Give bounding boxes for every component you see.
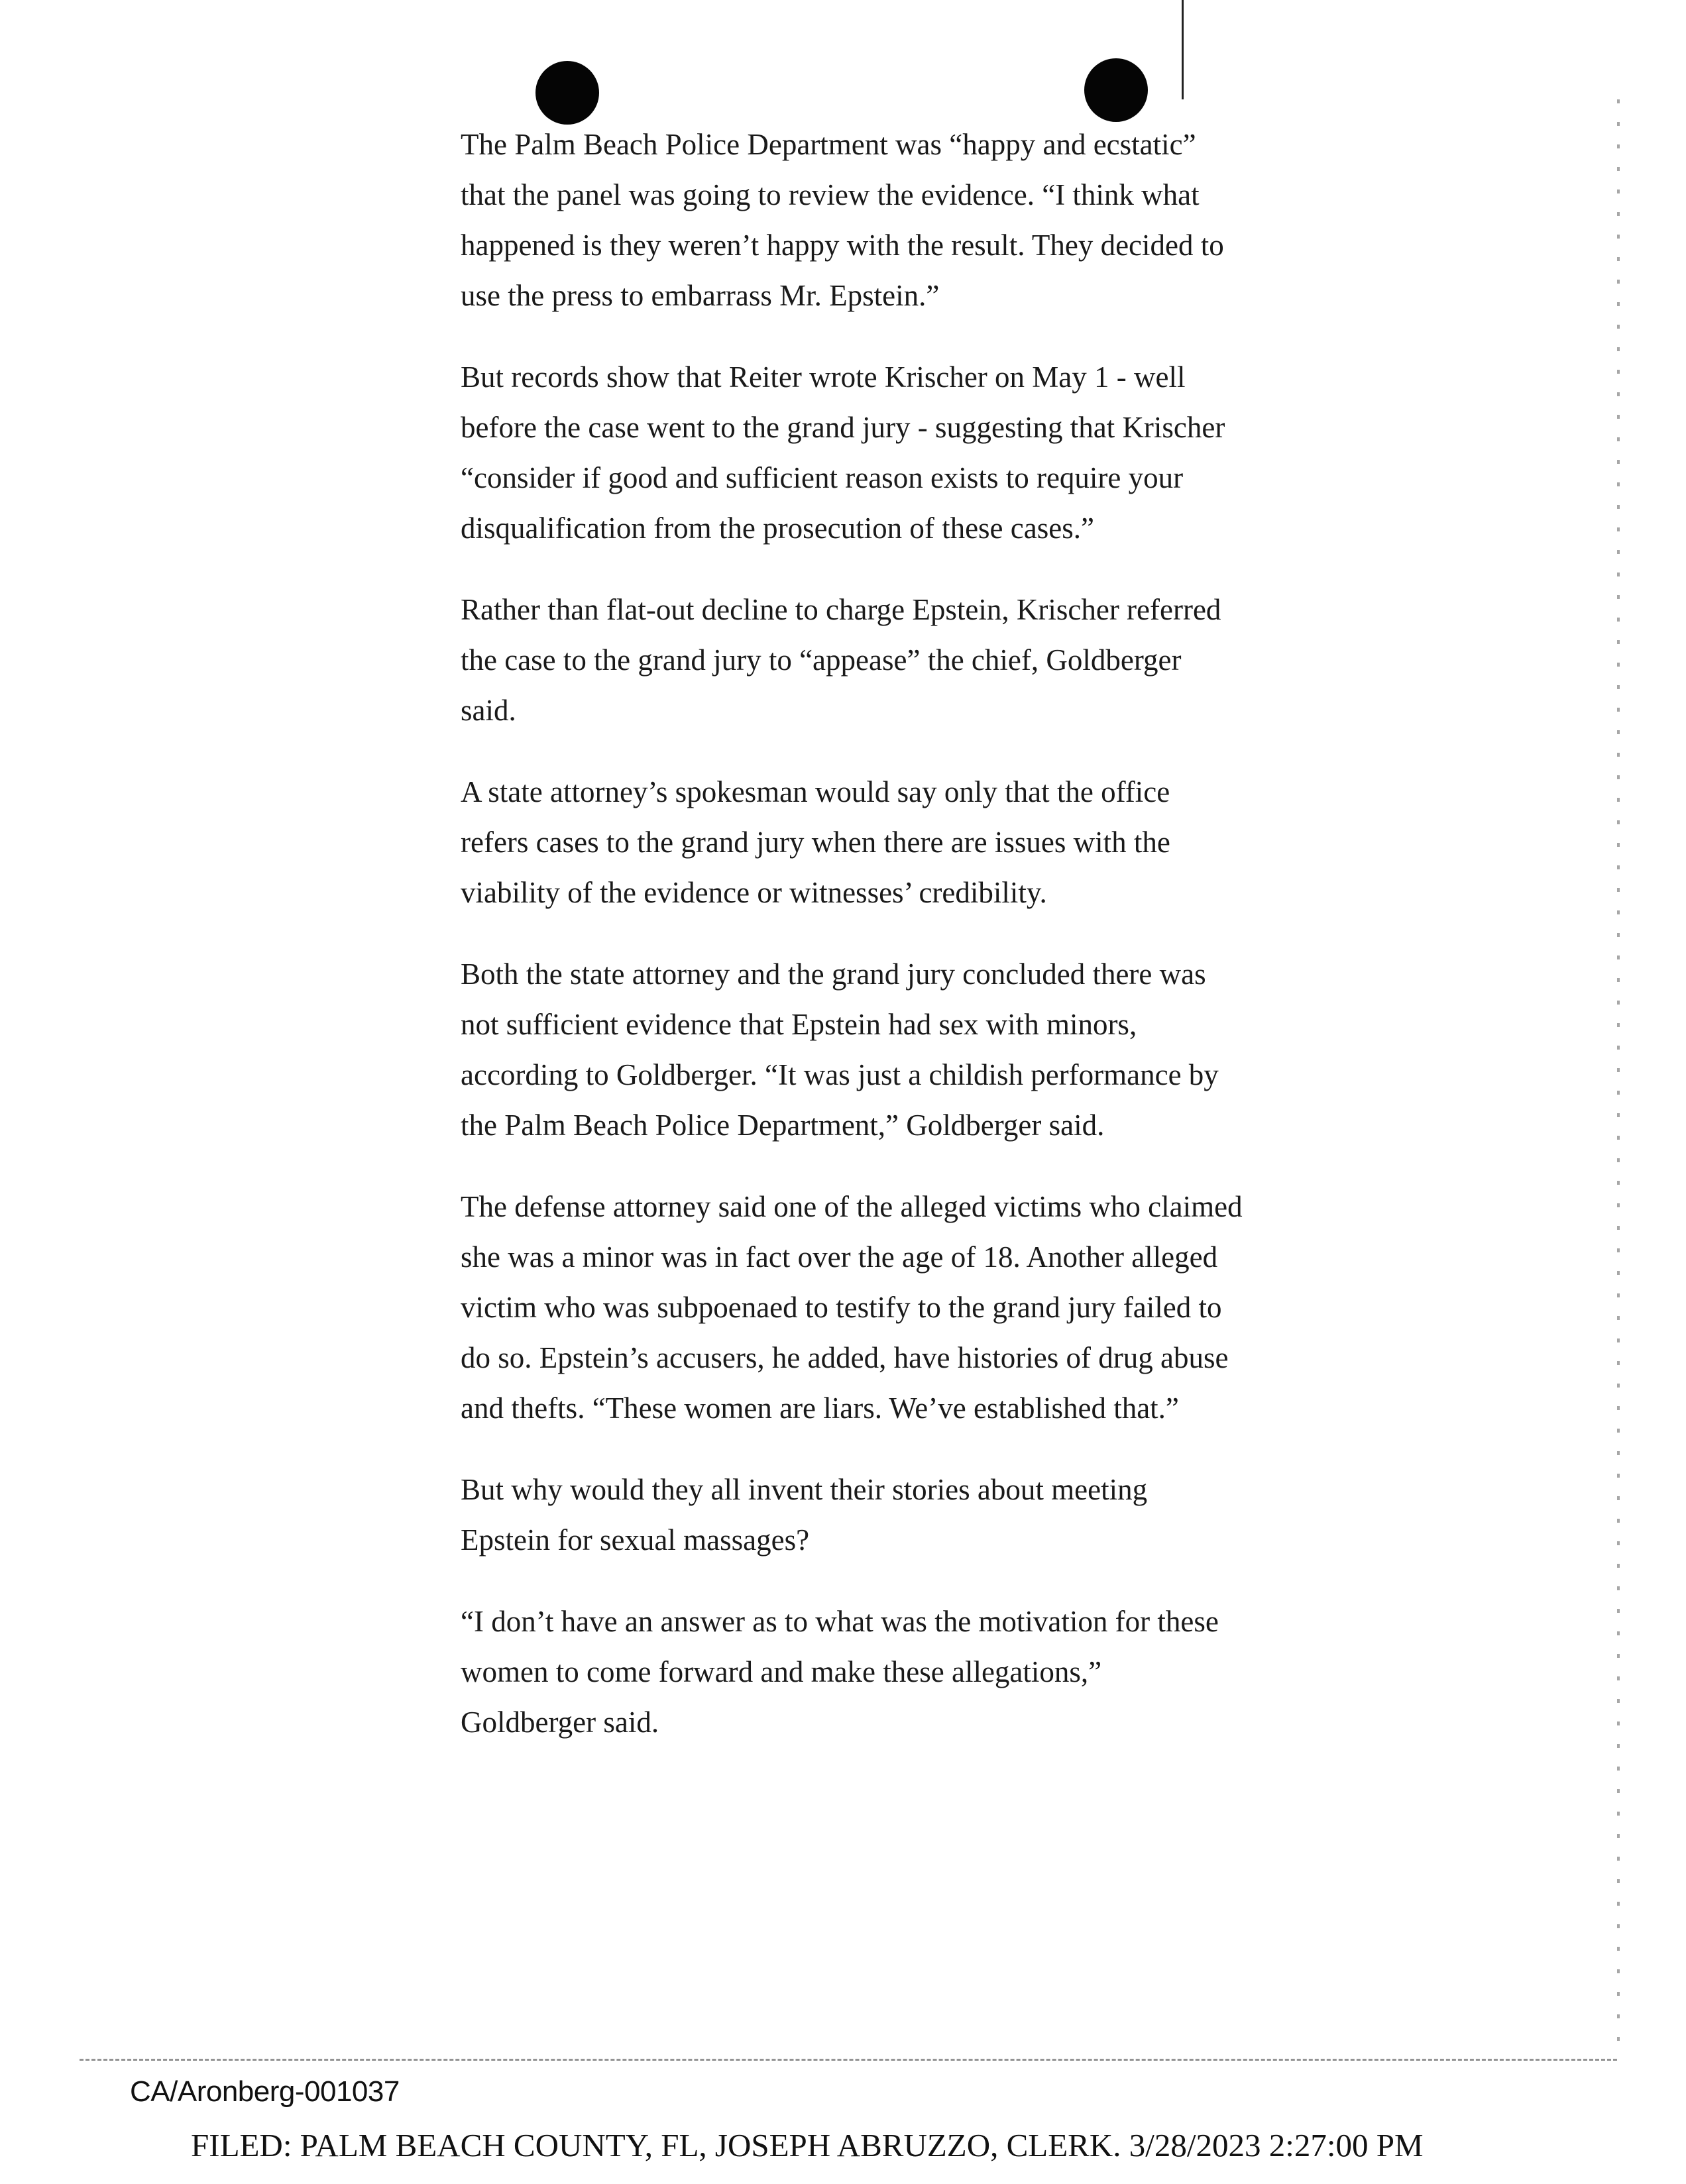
paragraph-6: The defense attorney said one of the alleged victims who claimed she was a minor was in fact over the age of 18. Another alleged victim who was subpoenaed to testify to the grand jury failed to do so. Epstein’s accusers, he added, have histories of drug abuse and thefts. “These women are liars. We’ve established that.” [461,1190,1243,1425]
punch-hole-right [1084,58,1148,122]
article-body [461,119,1243,1778]
scan-margin-dots [1617,99,1620,2054]
bates-number: CA/Aronberg-001037 [130,2075,400,2108]
scan-divider-line [80,2059,1617,2061]
paragraph-7: But why would they all invent their stories about meeting Epstein for sexual massages? [461,1473,1148,1556]
scan-edge-line [1182,0,1184,99]
punch-hole-left [535,61,599,125]
paragraph-4: A state attorney’s spokesman would say only that the office refers cases to the grand jury when there are issues with the viability of the evidence or witnesses’ credibility. [461,775,1170,909]
filed-stamp: FILED: PALM BEACH COUNTY, FL, JOSEPH ABRUZZO, CLERK. 3/28/2023 2:27:00 PM [191,2127,1424,2163]
paragraph-5: Both the state attorney and the grand jury concluded there was not sufficient evidence that Epstein had sex with minors, according to Goldberger. “It was just a childish performance by the Palm Beach Police Department,” Goldberger said. [461,957,1219,1142]
paragraph-8: “I don’t have an answer as to what was the motivation for these women to come forward and make these allegations,” Goldberger said. [461,1605,1219,1739]
paragraph-1: The Palm Beach Police Department was “happy and ecstatic” that the panel was going to review the evidence. “I think what happened is they weren’t happy with the result. They decided to use the press to embarrass Mr. Epstein.” [461,128,1224,312]
paragraph-2: But records show that Reiter wrote Krischer on May 1 - well before the case went to the grand jury - suggesting that Krischer “consider if good and sufficient reason exists to require your disqualification from the prosecution of these cases.” [461,360,1225,545]
paragraph-3: Rather than flat-out decline to charge Epstein, Krischer referred the case to the grand jury to “appease” the chief, Goldberger said. [461,593,1221,727]
